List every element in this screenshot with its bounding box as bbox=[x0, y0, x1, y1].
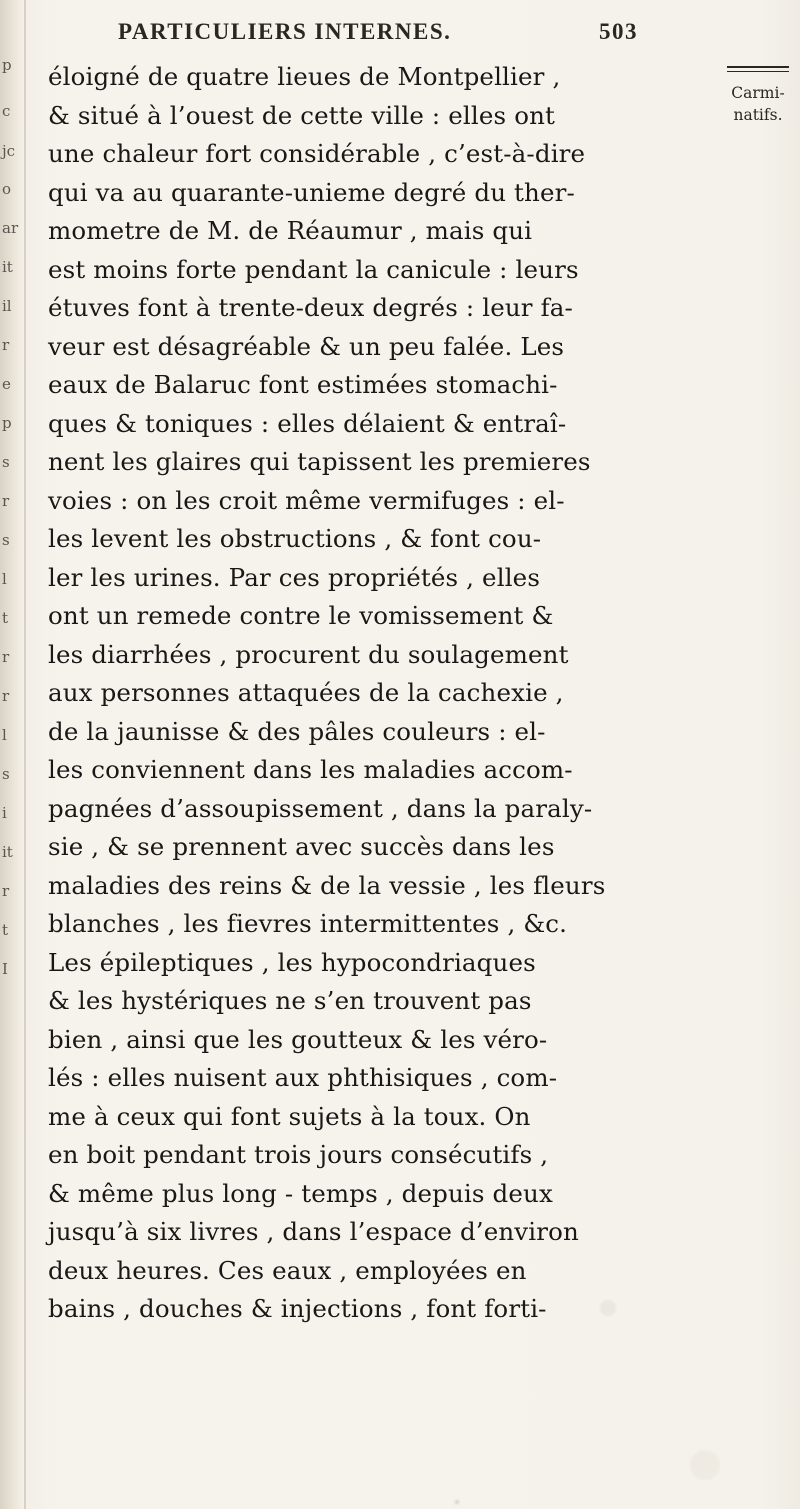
text-line: voies : on les croit même vermifuges : el- bbox=[48, 485, 565, 515]
text-line: maladies des reins & de la vessie , les fleurs bbox=[48, 870, 606, 900]
margin-note-line-1: Carmi- bbox=[731, 84, 785, 102]
gutter-fragment: e bbox=[2, 375, 11, 393]
page-header bbox=[118, 12, 638, 52]
margin-note-line-2: natifs. bbox=[733, 106, 783, 124]
text-line: me à ceux qui font sujets à la toux. On bbox=[48, 1101, 531, 1131]
text-line: sie , & se prennent avec succès dans les bbox=[48, 832, 555, 861]
gutter-fragment: r bbox=[2, 882, 10, 900]
gutter-fragment: c bbox=[2, 102, 11, 120]
text-line: ques & toniques : elles délaient & entraî- bbox=[48, 408, 567, 438]
text-line: lés : elles nuisent aux phthisiques , com- bbox=[48, 1063, 558, 1092]
gutter-fragment: it bbox=[2, 258, 13, 276]
text-line: en boit pendant trois jours consécutifs , bbox=[48, 1140, 549, 1169]
text-line: eaux de Balaruc font estimées stomachi- bbox=[48, 370, 558, 399]
text-line: blanches , les fievres intermittentes , &c. bbox=[48, 909, 568, 938]
gutter-fragment: p bbox=[2, 414, 12, 432]
text-line: & même plus long - temps , depuis deux bbox=[48, 1178, 553, 1208]
text-line: ont un remede contre le vomissement & bbox=[48, 601, 554, 630]
paper-mark bbox=[600, 1300, 616, 1316]
gutter-fragment: r bbox=[2, 648, 10, 666]
gutter-fragment: r bbox=[2, 336, 10, 354]
text-line: Les épileptiques , les hypocondriaques bbox=[48, 947, 536, 977]
gutter-fragment: r bbox=[2, 687, 10, 705]
gutter-fragment: p bbox=[2, 56, 12, 74]
text-line: & les hystériques ne s’en trouvent pas bbox=[48, 986, 532, 1015]
text-line: & situé à l’ouest de cette ville : elles ont bbox=[48, 100, 556, 130]
margin-note bbox=[722, 58, 794, 126]
gutter-fragment: it bbox=[2, 843, 13, 861]
text-line: une chaleur fort considérable , c’est-à-dire bbox=[48, 139, 586, 168]
text-line: éloigné de quatre lieues de Montpellier , bbox=[48, 62, 561, 91]
gutter-fragment: s bbox=[2, 453, 10, 471]
gutter-fragment: l bbox=[2, 726, 7, 744]
text-line: les levent les obstructions , & font cou- bbox=[48, 524, 542, 553]
running-head: PARTICULIERS INTERNES. bbox=[118, 19, 452, 44]
spine-shadow bbox=[24, 0, 26, 1509]
gutter-fragment: I bbox=[2, 960, 8, 978]
text-line: de la jaunisse & des pâles couleurs : el- bbox=[48, 716, 546, 746]
text-line: bains , douches & injections , font forti- bbox=[48, 1294, 547, 1323]
text-line: ler les urines. Par ces propriétés , elles bbox=[48, 562, 541, 592]
text-line: jusqu’à six livres , dans l’espace d’environ bbox=[48, 1217, 579, 1246]
gutter-fragment: l bbox=[2, 570, 7, 588]
gutter-fragment: i bbox=[2, 804, 7, 822]
body-text bbox=[48, 58, 708, 1329]
paper-mark bbox=[690, 1450, 720, 1480]
margin-rule bbox=[727, 66, 789, 72]
text-line: pagnées d’assoupissement , dans la paraly- bbox=[48, 793, 593, 823]
gutter-fragment: il bbox=[2, 297, 12, 315]
gutter-fragment: o bbox=[2, 180, 12, 198]
text-line: aux personnes attaquées de la cachexie , bbox=[48, 678, 564, 707]
binding-gutter bbox=[0, 0, 24, 1509]
gutter-fragment: r bbox=[2, 492, 10, 510]
gutter-fragment: jc bbox=[2, 142, 16, 160]
text-line: mometre de M. de Réaumur , mais qui bbox=[48, 216, 533, 245]
gutter-fragment: s bbox=[2, 531, 10, 549]
text-line: les conviennent dans les maladies accom- bbox=[48, 755, 573, 784]
text-line: les diarrhées , procurent du soulagement bbox=[48, 639, 569, 669]
text-line: deux heures. Ces eaux , employées en bbox=[48, 1255, 527, 1285]
gutter-fragment: ar bbox=[2, 219, 19, 237]
text-line: est moins forte pendant la canicule : leurs bbox=[48, 254, 579, 284]
page-number: 503 bbox=[599, 19, 638, 44]
paper-mark bbox=[455, 1500, 459, 1504]
text-line: bien , ainsi que les goutteux & les véro- bbox=[48, 1024, 548, 1054]
gutter-fragment: s bbox=[2, 765, 10, 783]
text-line: étuves font à trente-deux degrés : leur fa- bbox=[48, 293, 573, 322]
text-line: qui va au quarante-unieme degré du ther- bbox=[48, 177, 575, 207]
text-line: veur est désagréable & un peu falée. Les bbox=[48, 331, 565, 361]
gutter-fragment: t bbox=[2, 609, 9, 627]
text-line: nent les glaires qui tapissent les premieres bbox=[48, 447, 591, 476]
gutter-fragment: t bbox=[2, 921, 9, 939]
